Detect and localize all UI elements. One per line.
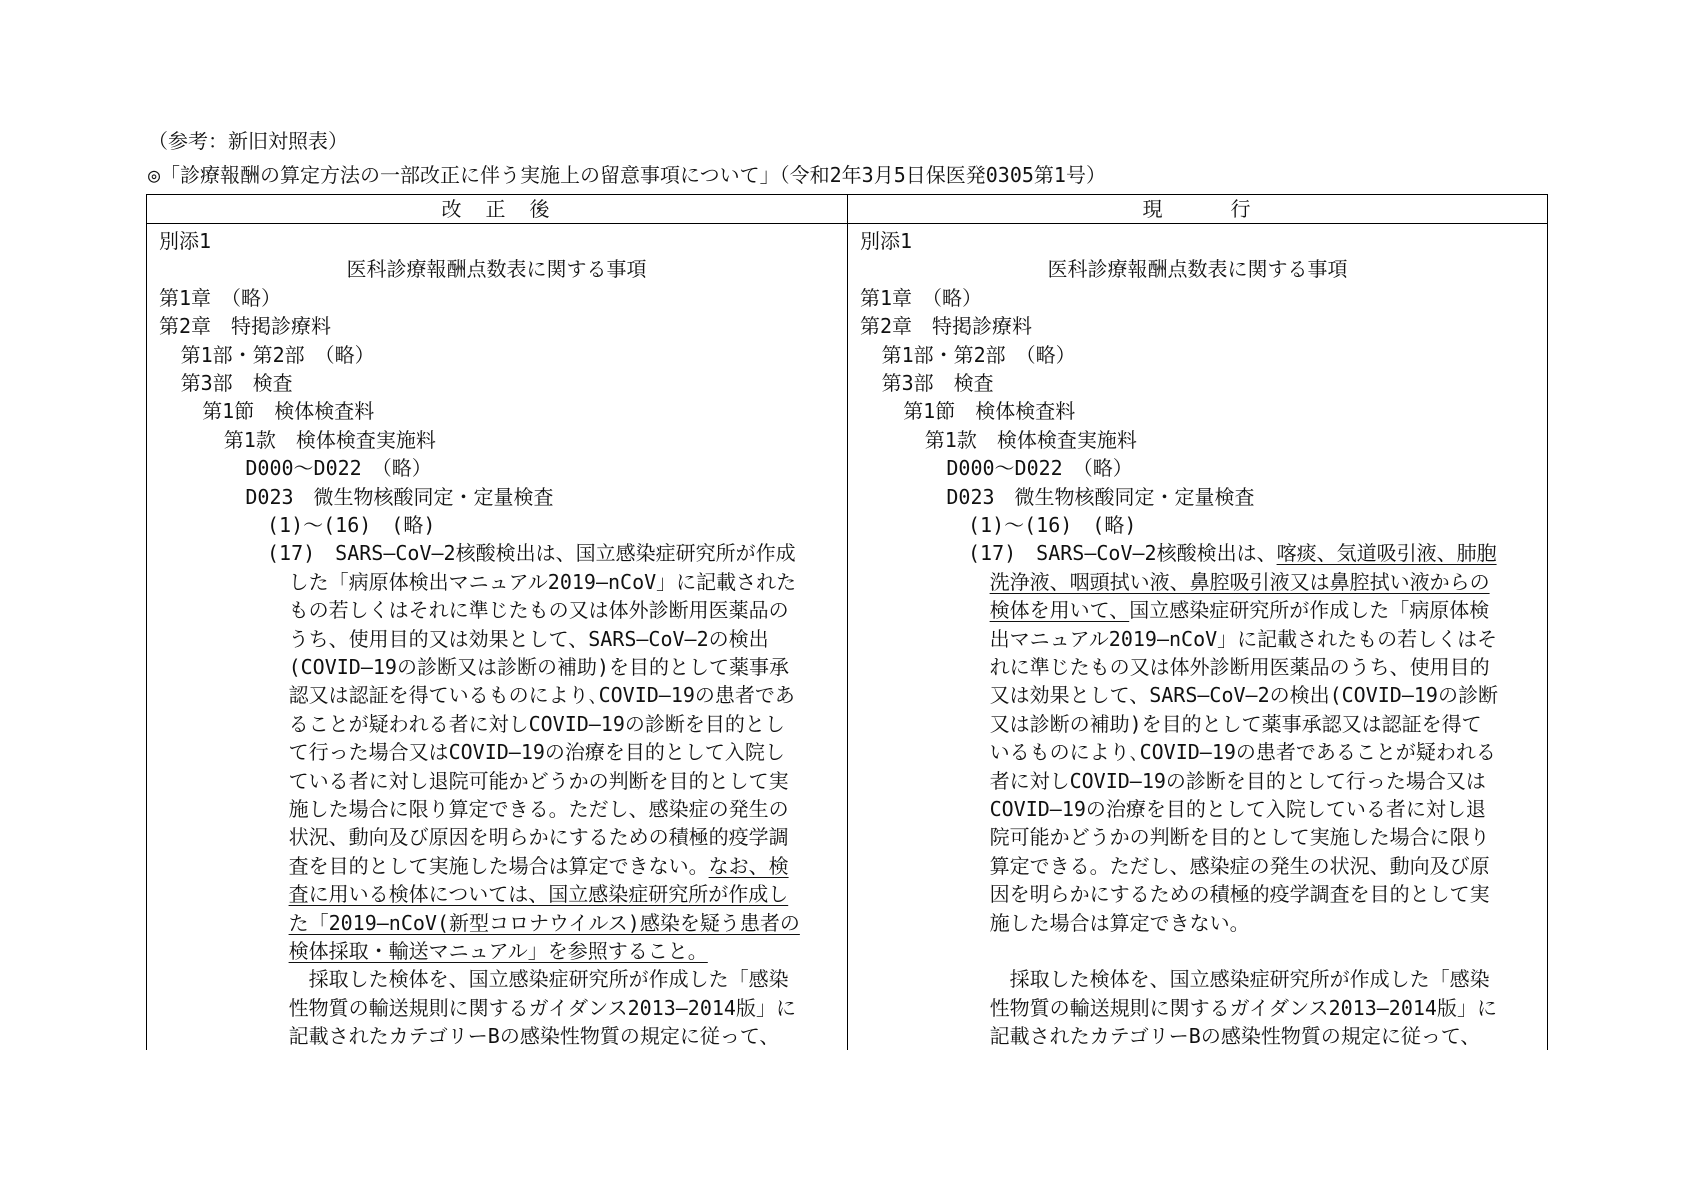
- text-segment: 第1節 検体検査料: [903, 399, 1076, 424]
- text-line: [860, 314, 1032, 338]
- text-segment: (COVID―19の診断又は診断の補助)を目的として薬事承: [288, 655, 790, 679]
- text-line: [224, 428, 436, 452]
- text-segment: 又は効果として、SARS―CoV―2の検出(COVID―19の診断: [989, 683, 1498, 708]
- text-segment: D023 微生物核酸同定・定量検査: [946, 484, 1255, 509]
- text-segment: D000～D022 （略）: [946, 456, 1133, 481]
- text-line: [990, 740, 1496, 764]
- text-segment: 第3部 検査: [881, 371, 994, 395]
- text-segment: 出マニュアル2019―nCoV」に記載されたもの若しくはそ: [989, 626, 1498, 651]
- text-segment: (17) SARS―CoV―2核酸検出は、国立感染症研究所が作成: [267, 541, 796, 566]
- text-line: [267, 513, 435, 537]
- text-line: [289, 797, 789, 821]
- reference-note: （参考：新旧対照表）: [148, 129, 348, 153]
- text-line: [289, 598, 789, 622]
- text-segment: 第1章 （略）: [860, 285, 983, 310]
- text-line: [289, 570, 797, 594]
- text-segment: ることが疑われる者に対しCOVID―19の診断を目的とし: [288, 711, 785, 736]
- text-segment: 施した場合に限り算定できる。ただし、感染症の発生の: [288, 797, 789, 821]
- underlined-text: 検体採取・輸送マニュアル」を参照すること。: [288, 939, 708, 963]
- underlined-text: 喀痰、気道吸引液、肺胞: [1276, 541, 1497, 566]
- underlined-text: 査に用いる検体については、国立感染症研究所が作成し: [288, 882, 789, 907]
- text-line: [990, 712, 1482, 736]
- document-title: ◎「診療報酬の算定方法の一部改正に伴う実施上の留意事項について」（令和2年3月5日保医発0305第1号）: [148, 163, 1106, 187]
- text-line: [289, 939, 708, 963]
- text-line: [289, 683, 795, 707]
- text-segment: COVID―19の治療を目的として入院している者に対し退: [989, 797, 1486, 821]
- text-segment: 採取した検体を、国立感染症研究所が作成した「感染: [989, 967, 1490, 992]
- text-segment: 院可能かどうかの判断を目的として実施した場合に限り: [989, 825, 1490, 850]
- text-line: [289, 655, 789, 679]
- text-segment: 国立感染症研究所が作成した「病原体検: [1129, 598, 1490, 623]
- text-line: [267, 541, 796, 565]
- underlined-text: 検体を用いて、: [989, 598, 1130, 623]
- header-revised: 改 正 後: [441, 197, 552, 221]
- text-line: [990, 769, 1486, 793]
- text-line: [946, 456, 1132, 480]
- text-line: [946, 485, 1254, 509]
- text-segment: いるものにより､COVID―19の患者であることが疑われる: [989, 740, 1496, 765]
- text-segment: 状況、動向及び原因を明らかにするための積極的疫学調: [288, 825, 789, 850]
- text-line: [289, 967, 789, 991]
- text-segment: 施した場合は算定できない。: [989, 910, 1250, 935]
- text-segment: て行った場合又はCOVID―19の治療を目的として入院し: [288, 740, 785, 765]
- text-segment: 第1章 （略）: [159, 285, 282, 310]
- text-line: [245, 485, 553, 509]
- text-segment: 第1款 検体検査実施料: [223, 427, 436, 452]
- text-segment: 第2章 特掲診療料: [860, 314, 1033, 339]
- text-segment: 性物質の輸送規則に関するガイダンス2013―2014版」に: [288, 995, 796, 1020]
- text-segment: 算定できる。ただし、感染症の発生の状況、動向及び原: [989, 853, 1490, 878]
- text-line: [289, 712, 785, 736]
- text-line: [990, 1024, 1481, 1048]
- text-segment: 第1部・第2部 （略）: [180, 342, 375, 367]
- text-segment: 第1部・第2部 （略）: [881, 342, 1076, 367]
- text-segment: 採取した検体を、国立感染症研究所が作成した「感染: [288, 967, 789, 992]
- text-segment: 記載されたカテゴリーBの感染性物質の規定に従って、: [288, 1024, 780, 1049]
- text-segment: した「病原体検出マニュアル2019―nCoV」に記載された: [288, 569, 797, 594]
- text-line: [990, 854, 1490, 878]
- text-line: [990, 797, 1486, 821]
- text-segment: 第3部 検査: [180, 371, 293, 395]
- text-line: [968, 513, 1136, 537]
- text-line: [181, 371, 293, 395]
- text-line: [289, 825, 789, 849]
- current-column: [847, 223, 1548, 1050]
- text-line: [990, 882, 1490, 906]
- text-line: [903, 399, 1075, 423]
- text-segment: うち、使用目的又は効果として、SARS―CoV―2の検出: [288, 626, 769, 651]
- text-segment: 別添1: [860, 229, 913, 253]
- underlined-text: 洗浄液、咽頭拭い液、鼻腔吸引液又は鼻腔拭い液からの: [989, 569, 1490, 594]
- text-segment: 医科診療報酬点数表に関する事項: [346, 257, 647, 282]
- text-segment: D023 微生物核酸同定・定量検査: [245, 484, 554, 509]
- text-line: [925, 428, 1137, 452]
- text-segment: もの若しくはそれに準じたもの又は体外診断用医薬品の: [288, 598, 789, 623]
- text-line: [882, 343, 1076, 367]
- text-line: [860, 229, 912, 253]
- text-line: [159, 286, 281, 310]
- text-segment: 又は診断の補助)を目的として薬事承認又は認証を得て: [989, 711, 1482, 736]
- text-line: [990, 598, 1490, 622]
- text-segment: 査を目的として実施した場合は算定できない。: [288, 853, 709, 878]
- text-segment: 記載されたカテゴリーBの感染性物質の規定に従って、: [989, 1024, 1481, 1049]
- text-line: [159, 314, 331, 338]
- text-line: [289, 769, 789, 793]
- text-segment: (1)～(16) (略): [968, 513, 1137, 537]
- text-segment: D000～D022 （略）: [245, 456, 432, 481]
- text-line: [202, 399, 374, 423]
- text-segment: 医科診療報酬点数表に関する事項: [1047, 257, 1348, 282]
- text-line: [990, 825, 1490, 849]
- text-segment: (1)～(16) (略): [267, 513, 436, 537]
- text-segment: れに準じたもの又は体外診断用医薬品のうち、使用目的: [989, 655, 1490, 679]
- text-segment: 別添1: [159, 229, 212, 253]
- comparison-table: [146, 194, 1548, 1050]
- text-segment: 者に対しCOVID―19の診断を目的として行った場合又は: [989, 768, 1486, 793]
- text-line: [181, 343, 375, 367]
- underlined-text: た「2019―nCoV(新型コロナウイルス)感染を疑う患者の: [288, 910, 800, 935]
- text-line: [245, 456, 431, 480]
- text-line: [990, 683, 1498, 707]
- text-line: [990, 655, 1490, 679]
- text-line: [990, 967, 1490, 991]
- section-heading: [146, 257, 847, 281]
- text-line: [990, 627, 1498, 651]
- revised-column: [146, 223, 847, 1050]
- text-segment: 第1節 検体検査料: [202, 399, 375, 424]
- text-line: [289, 911, 800, 935]
- text-segment: 認又は認証を得ているものにより､COVID―19の患者であ: [288, 683, 795, 708]
- text-line: [289, 996, 796, 1020]
- text-segment: 因を明らかにするための積極的疫学調査を目的として実: [989, 882, 1490, 907]
- text-segment: 第1款 検体検査実施料: [924, 427, 1137, 452]
- text-line: [882, 371, 994, 395]
- section-heading: [847, 257, 1548, 281]
- text-segment: 第2章 特掲診療料: [159, 314, 332, 339]
- text-line: [968, 541, 1497, 565]
- text-line: [990, 996, 1497, 1020]
- text-line: [990, 570, 1490, 594]
- text-line: [289, 854, 789, 878]
- text-segment: (17) SARS―CoV―2核酸検出は、: [968, 541, 1277, 566]
- underlined-text: なお、検: [708, 853, 789, 878]
- header-current: 現 行: [1142, 197, 1253, 221]
- text-segment: 性物質の輸送規則に関するガイダンス2013―2014版」に: [989, 995, 1497, 1020]
- text-line: [159, 229, 211, 253]
- text-segment: ている者に対し退院可能かどうかの判断を目的として実: [288, 768, 789, 793]
- text-line: [289, 627, 769, 651]
- text-line: [990, 911, 1250, 935]
- text-line: [289, 882, 789, 906]
- text-line: [289, 1024, 780, 1048]
- text-line: [289, 740, 785, 764]
- text-line: [860, 286, 982, 310]
